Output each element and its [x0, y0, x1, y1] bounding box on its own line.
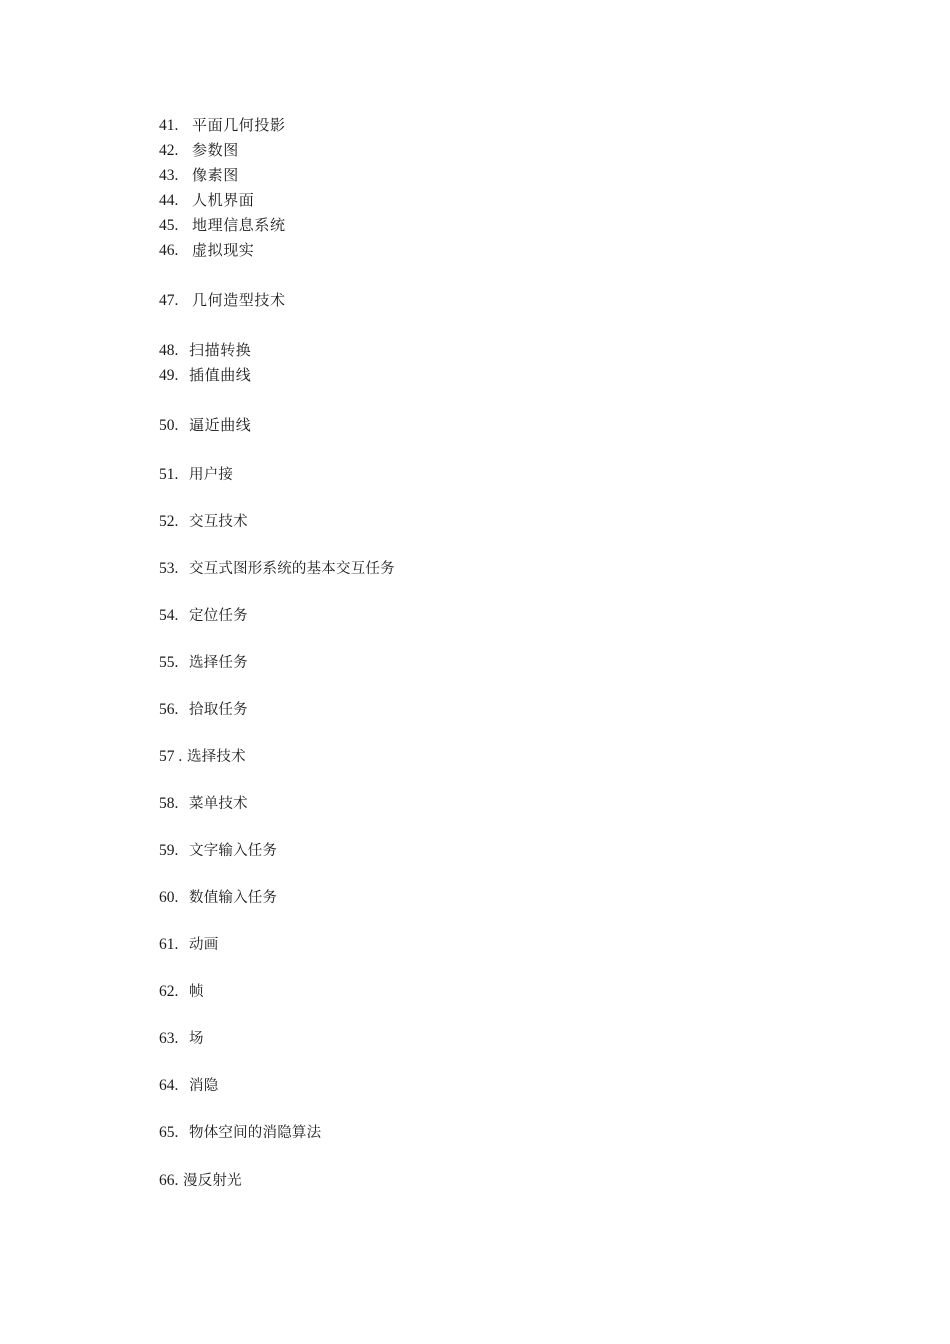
item-term: 平面几何投影	[192, 116, 286, 134]
item-term: 像素图	[192, 166, 239, 184]
list-item	[159, 240, 254, 261]
item-number: 59.	[159, 842, 179, 859]
item-number: 51.	[159, 466, 179, 483]
list-item	[159, 934, 218, 955]
item-term: 逼近曲线	[189, 416, 252, 434]
list-item	[159, 699, 248, 720]
list-item	[159, 511, 248, 532]
item-number: 42.	[159, 142, 179, 159]
item-number: 48.	[159, 342, 179, 359]
item-term: 几何造型技术	[192, 291, 286, 309]
item-term: 地理信息系统	[192, 216, 286, 234]
item-number: 65.	[159, 1124, 179, 1141]
item-number: 46.	[159, 242, 179, 259]
item-number: 54.	[159, 607, 179, 624]
item-number: 63.	[159, 1030, 179, 1047]
list-item	[159, 887, 277, 908]
item-number: 49.	[159, 367, 179, 384]
item-term: 数值输入任务	[189, 890, 278, 906]
list-item	[159, 1122, 321, 1143]
item-term: 消隐	[189, 1078, 219, 1094]
item-number: 56.	[159, 701, 179, 718]
item-number: 45.	[159, 217, 179, 234]
list-item	[159, 215, 286, 236]
item-number: 52.	[159, 513, 179, 530]
item-number: 57 .	[159, 748, 183, 765]
list-item	[159, 415, 251, 436]
list-item	[159, 464, 233, 485]
item-number: 41.	[159, 117, 179, 134]
item-term: 定位任务	[189, 608, 248, 624]
list-item	[159, 746, 246, 767]
item-term: 文字输入任务	[189, 843, 278, 859]
item-number: 61.	[159, 936, 179, 953]
item-term: 用户接	[189, 467, 234, 483]
item-term: 交互技术	[189, 514, 248, 530]
item-term: 漫反射光	[183, 1173, 242, 1189]
item-number: 50.	[159, 417, 179, 434]
list-item	[159, 1028, 204, 1049]
item-term: 场	[189, 1031, 204, 1047]
item-term: 虚拟现实	[192, 241, 255, 259]
list-item	[159, 290, 286, 311]
item-term: 选择任务	[189, 655, 248, 671]
item-number: 64.	[159, 1077, 179, 1094]
list-item	[159, 340, 251, 361]
item-term: 动画	[189, 937, 219, 953]
item-term: 扫描转换	[189, 341, 252, 359]
item-term: 插值曲线	[189, 366, 252, 384]
list-item	[159, 981, 204, 1002]
item-term: 菜单技术	[189, 796, 248, 812]
item-number: 47.	[159, 292, 179, 309]
list-item	[159, 793, 248, 814]
list-item	[159, 652, 248, 673]
item-number: 66.	[159, 1172, 179, 1189]
item-term: 选择技术	[187, 749, 246, 765]
item-term: 交互式图形系统的基本交互任务	[189, 561, 395, 577]
item-number: 62.	[159, 983, 179, 1000]
item-term: 拾取任务	[189, 702, 248, 718]
list-item	[159, 1170, 242, 1191]
list-item	[159, 840, 277, 861]
item-term: 物体空间的消隐算法	[189, 1125, 322, 1141]
item-number: 55.	[159, 654, 179, 671]
list-item	[159, 558, 395, 579]
list-item	[159, 115, 286, 136]
item-term: 人机界面	[192, 191, 255, 209]
item-term: 参数图	[192, 141, 239, 159]
list-item	[159, 365, 251, 386]
list-item	[159, 1075, 218, 1096]
item-number: 60.	[159, 889, 179, 906]
list-item	[159, 165, 239, 186]
item-number: 43.	[159, 167, 179, 184]
item-number: 53.	[159, 560, 179, 577]
list-item	[159, 190, 254, 211]
item-number: 58.	[159, 795, 179, 812]
item-number: 44.	[159, 192, 179, 209]
list-item	[159, 605, 248, 626]
item-term: 帧	[189, 984, 204, 1000]
list-item	[159, 140, 239, 161]
